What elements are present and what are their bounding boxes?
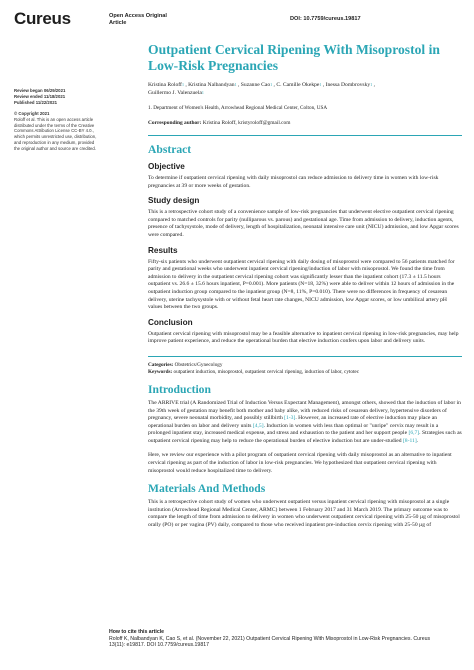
methods-text: This is a retrospective cohort study of women who underwent outpatient versus inpatient cervical ripening with misoprostol at a single institution (Arrowhead Regional Medical Center, ARMC) between 1 February 2017 and 31 March 2019. The primary outcome was to compare the length of time from admission to delivery in women who underwent outpatient cervical ripening with 25-50 µg of misoprostol orally (PO) or per vagina (PV) daily, compared to those who received inpatient pre-induction cervix ripening with 25-50 µg of xyxy=(148,499,460,529)
results-text: Fifty-six patients who underwent outpatient cervical ripening with daily dosing of misoprostol were compared to 56 patients matched for parity and gestational weeks who underwent inpatient cervical ripening/induction of labor with misoprostol. We found the time from admission to delivery in the outpatient cervical ripening cohort was significantly lesser than the inpatient cohort (17.3 ± 11.5 hours outpatient vs. 26.6 ± 15.6 hours inpatient, P=0.001). More patients (N=18, 32%) were able to deliver within 12 hours of admission in the outpatient induction group compared to the inpatient group (N=8, 11%, P=0.010). There were no differences in frequency of cesarean delivery, uterine tachysystole with or without fetal heart rate changes, NICU admission, low Apgar scores, or low umbilical artery pH values between the two groups. xyxy=(148,258,455,311)
intro-text: . However, an increased rate of elective induction may place an operational burden on labor and delivery units xyxy=(148,415,438,429)
citation-link[interactable]: [6,7] xyxy=(408,430,420,437)
author-name[interactable]: Suzanne Cao xyxy=(240,82,271,88)
review-ended: Review ended 11/18/2021 xyxy=(14,93,66,99)
methods-heading: Materials And Methods xyxy=(148,482,266,496)
title-line1: Outpatient Cervical Ripening With Misoprostol in xyxy=(148,42,440,57)
author-affil-sup: 1 xyxy=(234,82,237,87)
corresponding-label: Corresponding author: xyxy=(148,120,202,126)
citation-link[interactable]: [1-3] xyxy=(284,415,296,422)
citation-link[interactable]: [4,5] xyxy=(252,422,264,429)
results-heading: Results xyxy=(148,245,178,255)
copyright: © Copyright 2021 xyxy=(14,110,50,116)
sidebar-metadata xyxy=(14,88,126,152)
keywords-value: outpatient induction, misoprostol, outpatient cervical ripening, induction of labor, cytotec xyxy=(173,368,360,375)
conclusion-text: Outpatient cervical ripening with misoprostol may be a feasible alternative to inpatient cervical ripening in low-risk pregnancies, may help improve patient experience, and reduce the operational burden that elective induction confers upon labor and delivery units. xyxy=(148,330,459,345)
author-name[interactable]: Guillermo J. Valenzuela xyxy=(148,90,202,96)
author-affil-sup: 1 xyxy=(370,82,373,87)
license-line: Roloff et al. This is an open access article xyxy=(14,116,94,122)
author-sep: , xyxy=(272,82,277,88)
license-line: and reproduction in any medium, provided xyxy=(14,140,95,146)
article-type-line2: Article xyxy=(109,20,127,26)
review-began: Review began 06/29/2021 xyxy=(14,88,66,93)
section-divider xyxy=(148,135,462,136)
objective-heading: Objective xyxy=(148,162,185,171)
citation-link[interactable]: [8-11] xyxy=(402,437,417,444)
author-sep: , xyxy=(372,82,375,88)
how-to-cite-heading: How to cite this article xyxy=(109,629,165,635)
author-sep: , xyxy=(321,82,326,88)
corresponding-email-link[interactable]: Kristina Roloff, kristyroloff@gmail.com xyxy=(202,120,291,126)
categories-label: Categories: xyxy=(148,361,174,368)
citation-line2: 13(11): e19817. DOI 10.7759/cureus.19817 xyxy=(109,642,209,649)
abstract-heading: Abstract xyxy=(148,143,192,156)
categories-value[interactable]: Obstetrics/Gynecology xyxy=(174,361,223,368)
license-line: which permits unrestricted use, distribution, xyxy=(14,134,97,140)
author-name[interactable]: C. Camille Okekpe xyxy=(276,82,320,88)
article-type xyxy=(109,13,167,27)
article-body xyxy=(148,42,462,530)
author-sep: , xyxy=(236,82,241,88)
article-type-line1: Open Access Original xyxy=(109,13,167,19)
intro-text: . Induction in women with less than optimal or "unripe" cervix may result in a prolonged inpatient stay, increased medical expense, and stress and exhaustion to the patient and her support people xyxy=(148,422,439,437)
introduction-paragraph-2: Here, we review our experience with a pilot program of outpatient cervical ripening with daily misoprostol as an alternative to inpatient cervical ripening as part of the induction of labor in low-risk pregnancies. We hypothesized that outpatient cervical ripening with misoprostol would reduce hospitalized time to delivery. xyxy=(148,452,452,474)
intro-text: . Strategies such as outpatient cervical ripening may help to reduce the operational burden of elective induction but are under-studied xyxy=(148,430,462,444)
section-divider xyxy=(148,356,462,357)
author-sep: , xyxy=(183,82,189,88)
intro-text: . xyxy=(416,437,419,444)
study-design-heading: Study design xyxy=(148,196,200,206)
objective-text: To determine if outpatient cervical ripening with daily misoprostol can reduce admission to delivery time in women with low-risk pregnancies at 39 or more weeks of gestation. xyxy=(148,175,439,189)
study-design-text: This is a retrospective cohort study of a convenience sample of low-risk pregnancies that underwent elective outpatient cervical ripening compared to matched controls for parity (nulliparous vs. parous) and gestational age. Time from admission to delivery, induction agents, presence of tachysystole, mode of delivery, length of hospitalization, neonatal intensive care unit (NICU) admission, and low Apgar scores were compared. xyxy=(148,209,459,238)
keywords-line xyxy=(148,369,462,376)
footer-citation xyxy=(109,629,464,649)
author-affil-sup: 1 xyxy=(319,82,322,87)
author-list xyxy=(148,81,462,97)
intro-text: The ARRIVE trial (A Randomized Trial of Induction Versus Expectant Management), amongst others, showed that the induction of labor in the 39th week of gestation may benefit both mother and baby alike, with reduced risks of cesarean delivery, hypertensive disorders of pregnancy, severe neonatal morbidity, and possibly stillbirth xyxy=(148,399,461,422)
author-affil-sup: 1 xyxy=(270,82,273,87)
conclusion-heading: Conclusion xyxy=(148,317,193,327)
categories-line xyxy=(148,362,462,369)
author-name[interactable]: Kristina Roloff xyxy=(148,82,182,88)
cureus-logo: Cureus xyxy=(14,9,71,28)
title-line2: Low-Risk Pregnancies xyxy=(148,57,279,73)
author-name[interactable]: Kristina Nalbandyan xyxy=(188,82,235,88)
author-affil-sup: 1 xyxy=(201,90,204,95)
header-doi: DOI: 10.7759/cureus.19817 xyxy=(290,16,361,22)
corresponding-author xyxy=(148,120,462,126)
keywords-label: Keywords: xyxy=(148,368,173,375)
citation-line1: Roloff K, Nalbandyan K, Cao S, et al. (November 22, 2021) Outpatient Cervical Ripening With Misoprostol in Low-Risk Pregnancies. Cureus xyxy=(109,635,431,642)
author-affil-sup: 1 xyxy=(181,82,184,87)
introduction-paragraph xyxy=(148,400,462,446)
article-title xyxy=(148,42,462,73)
author-name[interactable]: Inessa Dombrovsky xyxy=(325,82,371,88)
license-line: the original author and source are credited. xyxy=(14,146,96,152)
license-line: distributed under the terms of the Creative xyxy=(14,122,95,128)
published-date: Published 11/22/2021 xyxy=(14,99,57,105)
affiliation: 1. Department of Women's Health, Arrowhead Regional Medical Center, Colton, USA xyxy=(148,105,328,111)
introduction-heading: Introduction xyxy=(148,382,211,396)
license-line: Commons Attribution License CC-BY 4.0., xyxy=(14,128,94,134)
